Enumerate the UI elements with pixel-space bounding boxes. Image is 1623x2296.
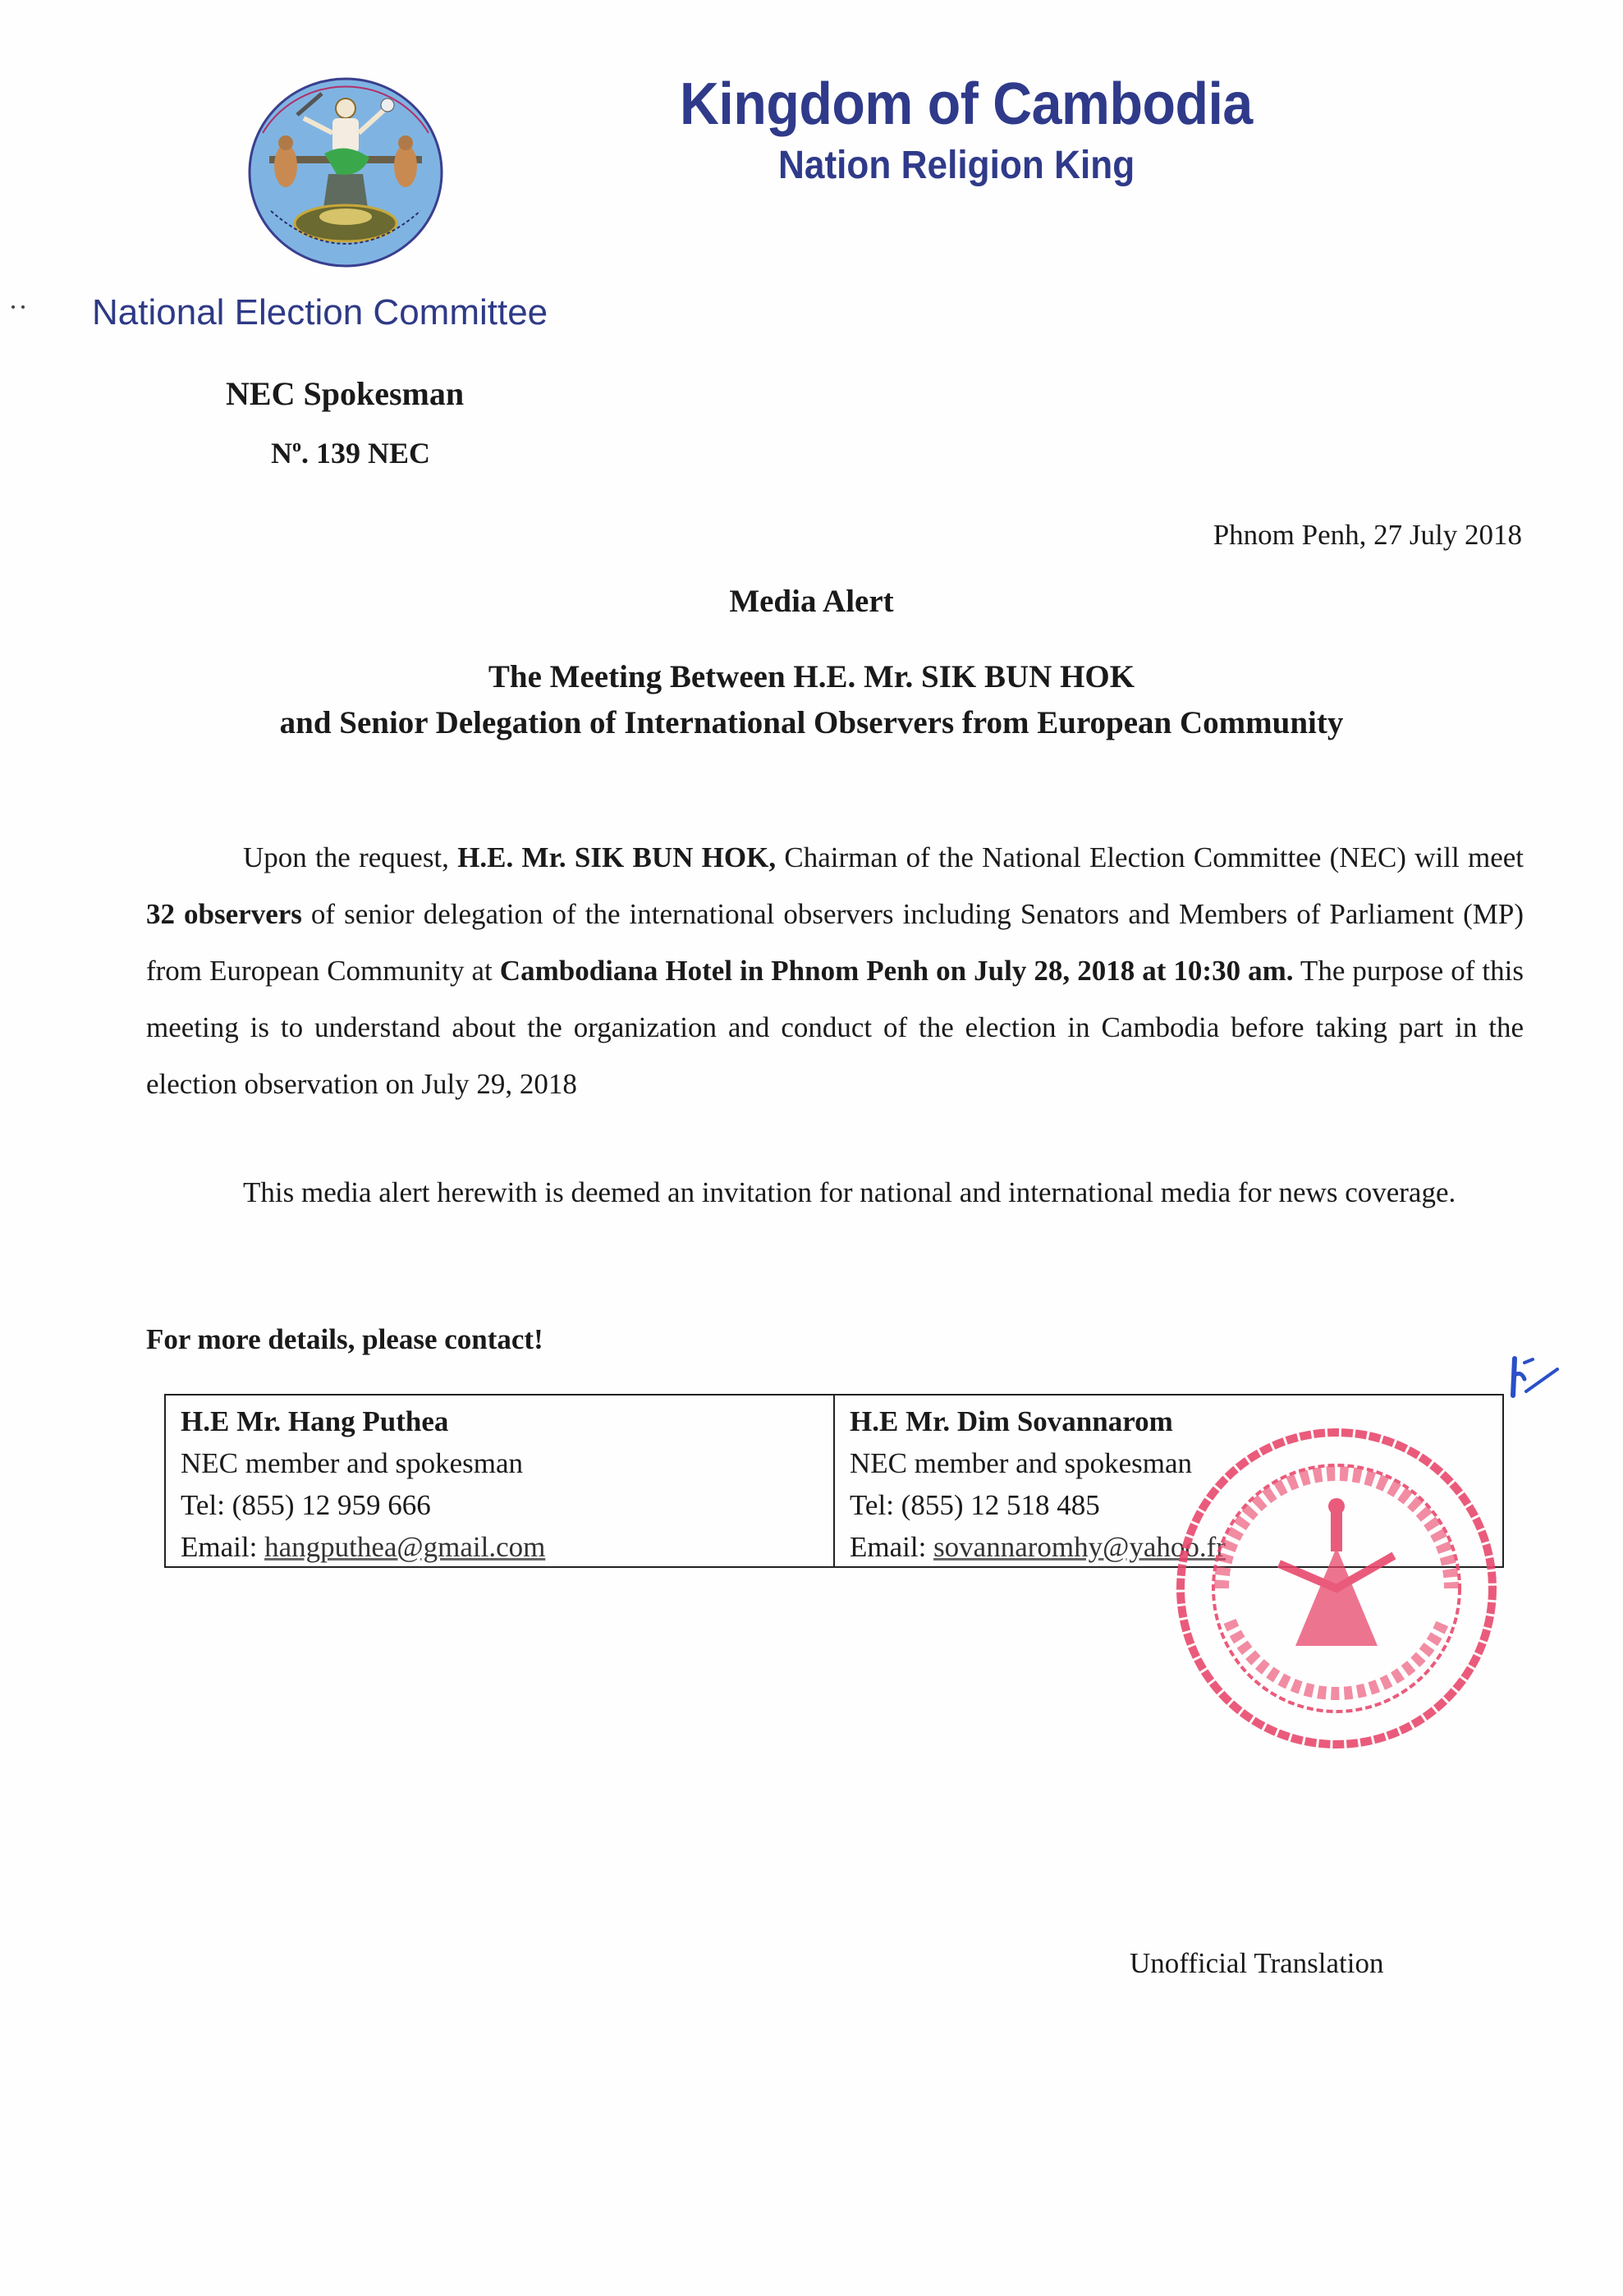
- paragraph-text: of senior delegation of the international observers including Senators and Members of Parliament (MP) from European Community at: [146, 898, 1524, 987]
- document-type-heading: Media Alert: [729, 584, 894, 619]
- doc-number-superscript: o: [292, 435, 301, 456]
- emphasized-text: Cambodiana Hotel in Phnom Penh on July 28, 2018 at 10:30 am.: [499, 955, 1294, 987]
- organization-name: National Election Committee: [92, 292, 548, 332]
- official-seal-stamp: [1172, 1424, 1501, 1753]
- contact-card: [166, 1395, 833, 1566]
- paragraph-2-text: This media alert herewith is deemed an invitation for national and international media for news coverage.: [243, 1176, 1456, 1208]
- scan-speck: [21, 305, 25, 309]
- national-motto: Nation Religion King: [778, 144, 1135, 187]
- body-paragraph-1: [146, 829, 1524, 1112]
- paragraph-text: The purpose of this meeting is to understand about the organization and conduct of the election in Cambodia before taking part in the election observation on July 29, 2018: [146, 955, 1524, 1100]
- emphasized-text: 32 observers: [146, 898, 302, 930]
- paragraph-text: Chairman of the National Election Committee (NEC) will meet: [776, 841, 1524, 873]
- document-number: [271, 435, 430, 470]
- contact-name: H.E Mr. Dim Sovannarom: [850, 1405, 1173, 1437]
- email-label: Email:: [181, 1531, 265, 1563]
- doc-number-prefix: N: [271, 437, 292, 470]
- handwritten-initial: [1506, 1346, 1564, 1404]
- contact-heading: For more details, please contact!: [146, 1323, 543, 1355]
- contact-phone: Tel: (855) 12 959 666: [181, 1489, 431, 1521]
- contact-phone: Tel: (855) 12 518 485: [850, 1489, 1100, 1521]
- country-title: Kingdom of Cambodia: [680, 71, 1253, 137]
- subject-line-1: The Meeting Between H.E. Mr. SIK BUN HOK: [488, 659, 1135, 694]
- email-link[interactable]: hangputhea@gmail.com: [264, 1531, 546, 1563]
- emphasized-text: H.E. Mr. SIK BUN HOK,: [457, 841, 777, 873]
- translation-note: Unofficial Translation: [1130, 1947, 1384, 1979]
- dateline: Phnom Penh, 27 July 2018: [1213, 519, 1522, 551]
- contact-email-row: [181, 1526, 833, 1568]
- contact-role: NEC member and spokesman: [850, 1447, 1192, 1479]
- email-label: Email:: [850, 1531, 934, 1563]
- body-paragraph-2: [146, 1164, 1524, 1221]
- scan-speck: [11, 305, 15, 309]
- contact-name: H.E Mr. Hang Puthea: [181, 1405, 449, 1437]
- nec-emblem-logo: [246, 76, 445, 269]
- email-link[interactable]: sovannaromhy@yahoo.fr: [933, 1531, 1226, 1563]
- contact-role: NEC member and spokesman: [181, 1447, 523, 1479]
- office-title: NEC Spokesman: [226, 375, 465, 412]
- paragraph-text: Upon the request,: [243, 841, 458, 873]
- subject-line-2: and Senior Delegation of International Observers from European Community: [279, 705, 1344, 740]
- doc-number-value: . 139 NEC: [301, 437, 431, 470]
